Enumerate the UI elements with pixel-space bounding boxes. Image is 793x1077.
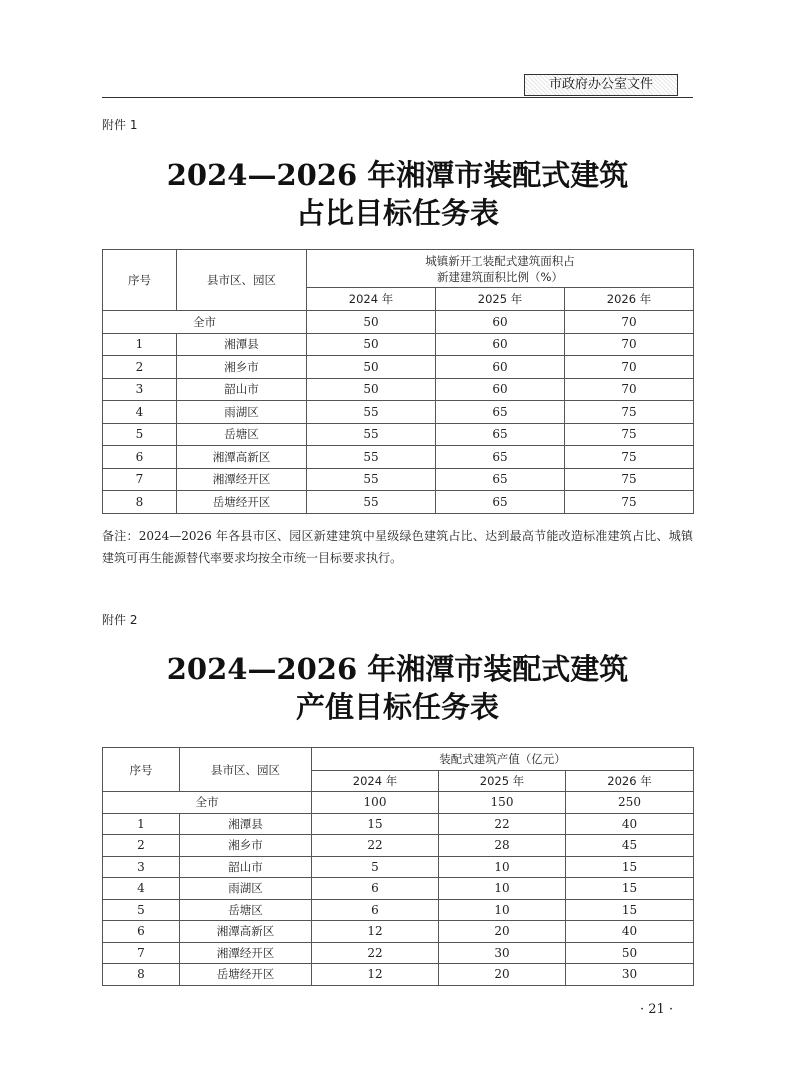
cell-value: 5 <box>312 856 439 878</box>
cell-index: 8 <box>103 491 177 514</box>
cell-index: 3 <box>103 378 177 401</box>
year-header: 2025 年 <box>439 771 566 792</box>
cell-value: 55 <box>307 468 436 491</box>
year-header: 2024 年 <box>307 288 436 311</box>
year-header: 2025 年 <box>436 288 565 311</box>
cell-value: 70 <box>565 311 694 334</box>
cell-value: 70 <box>565 356 694 379</box>
total-label: 全市 <box>103 792 312 814</box>
cell-index: 1 <box>103 333 177 356</box>
cell-region: 岳塘经开区 <box>177 491 307 514</box>
cell-value: 55 <box>307 491 436 514</box>
cell-value: 10 <box>439 899 566 921</box>
cell-index: 3 <box>103 856 180 878</box>
cell-value: 60 <box>436 333 565 356</box>
table-row <box>103 423 694 446</box>
cell-value: 65 <box>436 491 565 514</box>
cell-value: 20 <box>439 964 566 986</box>
cell-region: 雨湖区 <box>180 878 312 900</box>
attachment-1-title-line2: 占比目标任务表 <box>295 196 499 230</box>
cell-region: 湘潭高新区 <box>177 446 307 469</box>
cell-region: 韶山市 <box>177 378 307 401</box>
table-row <box>103 921 694 943</box>
cell-value: 50 <box>307 356 436 379</box>
cell-region: 湘乡市 <box>180 835 312 857</box>
group-header <box>307 250 694 288</box>
group-header-line2: 新建建筑面积比例（%） <box>437 269 563 284</box>
table-row <box>103 333 694 356</box>
table-row <box>103 878 694 900</box>
cell-region: 岳塘区 <box>180 899 312 921</box>
group-header: 装配式建筑产值（亿元） <box>312 748 694 771</box>
cell-value: 60 <box>436 378 565 401</box>
cell-value: 60 <box>436 356 565 379</box>
attachment-1-title-line1: 2024—2026 年湘潭市装配式建筑 <box>166 158 629 192</box>
cell-index: 8 <box>103 964 180 986</box>
cell-index: 4 <box>103 401 177 424</box>
cell-value: 250 <box>566 792 694 814</box>
cell-index: 5 <box>103 899 180 921</box>
year-header: 2026 年 <box>566 771 694 792</box>
total-row <box>103 311 694 334</box>
cell-value: 12 <box>312 921 439 943</box>
cell-value: 50 <box>307 333 436 356</box>
cell-index: 7 <box>103 468 177 491</box>
cell-region: 湘潭经开区 <box>177 468 307 491</box>
cell-region: 岳塘经开区 <box>180 964 312 986</box>
cell-value: 55 <box>307 446 436 469</box>
cell-value: 6 <box>312 878 439 900</box>
cell-region: 湘潭经开区 <box>180 942 312 964</box>
attachment-1-label: 附件 1 <box>102 118 138 132</box>
col-header-index: 序号 <box>103 250 177 311</box>
cell-region: 湘潭县 <box>177 333 307 356</box>
page-number: · 21 · <box>640 1002 674 1017</box>
cell-value: 65 <box>436 468 565 491</box>
cell-value: 12 <box>312 964 439 986</box>
cell-value: 10 <box>439 856 566 878</box>
cell-value: 50 <box>307 311 436 334</box>
cell-index: 4 <box>103 878 180 900</box>
attachment-2-table <box>102 747 694 986</box>
table-row <box>103 964 694 986</box>
cell-value: 75 <box>565 468 694 491</box>
cell-value: 55 <box>307 423 436 446</box>
header-label: 市政府办公室文件 <box>524 74 678 96</box>
cell-value: 60 <box>436 311 565 334</box>
table-row <box>103 835 694 857</box>
table-row <box>103 899 694 921</box>
cell-value: 40 <box>566 921 694 943</box>
cell-region: 岳塘区 <box>177 423 307 446</box>
table-row <box>103 378 694 401</box>
cell-index: 6 <box>103 921 180 943</box>
cell-value: 22 <box>312 835 439 857</box>
cell-value: 6 <box>312 899 439 921</box>
year-header: 2024 年 <box>312 771 439 792</box>
cell-value: 75 <box>565 491 694 514</box>
table-row <box>103 813 694 835</box>
cell-value: 20 <box>439 921 566 943</box>
cell-region: 韶山市 <box>180 856 312 878</box>
cell-index: 7 <box>103 942 180 964</box>
attachment-2-title-line1: 2024—2026 年湘潭市装配式建筑 <box>166 652 629 686</box>
cell-index: 2 <box>103 835 180 857</box>
table-row <box>103 856 694 878</box>
cell-value: 15 <box>566 856 694 878</box>
table-row <box>103 356 694 379</box>
cell-region: 湘潭县 <box>180 813 312 835</box>
cell-region: 雨湖区 <box>177 401 307 424</box>
cell-value: 55 <box>307 401 436 424</box>
table-row <box>103 468 694 491</box>
cell-value: 70 <box>565 378 694 401</box>
cell-region: 湘乡市 <box>177 356 307 379</box>
attachment-1-note: 备注：2024—2026 年各县市区、园区新建建筑中星级绿色建筑占比、达到最高节能改造标准建筑占比、城镇建筑可再生能源替代率要求均按全市统一目标要求执行。 <box>102 529 693 565</box>
cell-region: 湘潭高新区 <box>180 921 312 943</box>
cell-index: 5 <box>103 423 177 446</box>
cell-value: 45 <box>566 835 694 857</box>
cell-value: 15 <box>566 878 694 900</box>
table-row <box>103 446 694 469</box>
cell-value: 28 <box>439 835 566 857</box>
cell-value: 150 <box>439 792 566 814</box>
cell-value: 100 <box>312 792 439 814</box>
attachment-1-table <box>102 249 694 514</box>
cell-value: 50 <box>566 942 694 964</box>
total-row <box>103 792 694 814</box>
attachment-2-label: 附件 2 <box>102 613 138 627</box>
cell-index: 1 <box>103 813 180 835</box>
col-header-region: 县市区、园区 <box>177 250 307 311</box>
cell-value: 65 <box>436 423 565 446</box>
cell-value: 15 <box>312 813 439 835</box>
table-row <box>103 491 694 514</box>
cell-value: 65 <box>436 401 565 424</box>
cell-value: 65 <box>436 446 565 469</box>
cell-value: 70 <box>565 333 694 356</box>
cell-value: 50 <box>307 378 436 401</box>
table-row <box>103 401 694 424</box>
cell-value: 22 <box>312 942 439 964</box>
cell-value: 75 <box>565 446 694 469</box>
header-rule <box>102 97 693 98</box>
cell-value: 40 <box>566 813 694 835</box>
cell-value: 30 <box>439 942 566 964</box>
cell-value: 22 <box>439 813 566 835</box>
cell-value: 75 <box>565 401 694 424</box>
attachment-2-title-line2: 产值目标任务表 <box>295 690 499 724</box>
cell-value: 15 <box>566 899 694 921</box>
year-header: 2026 年 <box>565 288 694 311</box>
total-label: 全市 <box>103 311 307 334</box>
group-header-line1: 城镇新开工装配式建筑面积占 <box>425 253 575 268</box>
cell-value: 10 <box>439 878 566 900</box>
cell-value: 30 <box>566 964 694 986</box>
cell-index: 2 <box>103 356 177 379</box>
col-header-index: 序号 <box>103 748 180 792</box>
cell-index: 6 <box>103 446 177 469</box>
table-row <box>103 942 694 964</box>
col-header-region: 县市区、园区 <box>180 748 312 792</box>
cell-value: 75 <box>565 423 694 446</box>
